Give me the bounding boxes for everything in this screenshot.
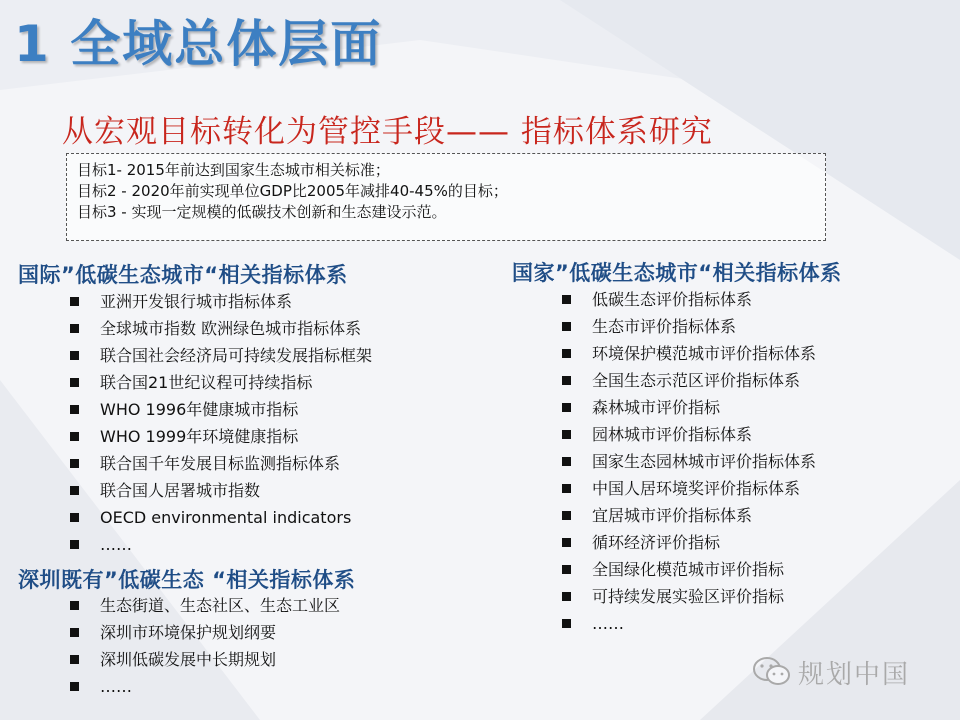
bullet-icon <box>562 484 571 493</box>
list-item <box>68 477 372 504</box>
list-item-label: 全国生态示范区评价指标体系 <box>592 371 801 390</box>
list-item-label: WHO 1999年环境健康指标 <box>100 427 299 446</box>
bullet-icon <box>70 628 79 637</box>
list-item <box>560 475 816 502</box>
goal-line: 目标1- 2015年前达到国家生态城市相关标准； <box>77 161 390 179</box>
list-item-label: 深圳市环境保护规划纲要 <box>100 623 277 642</box>
international-list <box>68 288 372 558</box>
list-item-label: 园林城市评价指标体系 <box>592 425 753 444</box>
bullet-icon <box>562 403 571 412</box>
list-item-label: 联合国人居署城市指数 <box>100 481 261 500</box>
list-item <box>560 448 816 475</box>
list-item-label: …… <box>592 614 624 633</box>
bullet-icon <box>70 351 79 360</box>
bullet-icon <box>70 513 79 522</box>
bullet-icon <box>70 405 79 414</box>
list-item-label: 联合国21世纪议程可持续指标 <box>100 373 313 392</box>
shenzhen-heading: 深圳既有”低碳生态 “相关指标体系 <box>18 568 356 592</box>
list-item-label: 生态市评价指标体系 <box>592 317 737 336</box>
bullet-icon <box>70 432 79 441</box>
list-item <box>68 342 372 369</box>
bullet-icon <box>562 511 571 520</box>
bullet-icon <box>562 430 571 439</box>
list-item <box>560 340 816 367</box>
list-item-label: 生态街道、生态社区、生态工业区 <box>100 596 341 615</box>
bullet-icon <box>70 540 79 549</box>
list-item <box>560 394 816 421</box>
bullet-icon <box>562 565 571 574</box>
international-heading: 国际”低碳生态城市“相关指标体系 <box>18 263 348 287</box>
list-item-label: OECD environmental indicators <box>100 508 352 527</box>
list-item <box>68 592 340 619</box>
list-item <box>68 646 340 673</box>
list-item <box>560 502 816 529</box>
bullet-icon <box>70 459 79 468</box>
list-item-label: 宜居城市评价指标体系 <box>592 506 753 525</box>
bullet-icon <box>70 324 79 333</box>
bullet-icon <box>562 538 571 547</box>
list-item <box>560 583 816 610</box>
goal-line: 目标2 - 2020年前实现单位GDP比2005年减排40-45%的目标； <box>77 182 508 200</box>
list-item-label: 国家生态园林城市评价指标体系 <box>592 452 817 471</box>
list-item-label: …… <box>100 677 132 696</box>
national-list <box>560 286 816 637</box>
goal-line: 目标3 - 实现一定规模的低碳技术创新和生态建设示范。 <box>77 203 447 221</box>
list-item <box>560 556 816 583</box>
list-item-label: 全球城市指数 欧洲绿色城市指标体系 <box>100 319 362 338</box>
list-item-label: 深圳低碳发展中长期规划 <box>100 650 277 669</box>
bullet-icon <box>70 601 79 610</box>
list-item <box>68 450 372 477</box>
bullet-icon <box>562 376 571 385</box>
list-item-label: 可持续发展实验区评价指标 <box>592 587 785 606</box>
list-item <box>560 610 816 637</box>
bullet-icon <box>562 619 571 628</box>
list-item <box>68 504 372 531</box>
page-title: 1 全域总体层面 <box>14 15 383 73</box>
list-item <box>68 531 372 558</box>
bullet-icon <box>562 592 571 601</box>
list-item <box>560 286 816 313</box>
wechat-icon <box>752 656 792 688</box>
page-subtitle: 从宏观目标转化为管控手段—— 指标体系研究 <box>62 114 713 150</box>
list-item <box>68 396 372 423</box>
bullet-icon <box>562 349 571 358</box>
bullet-icon <box>562 457 571 466</box>
list-item <box>68 423 372 450</box>
list-item-label: WHO 1996年健康城市指标 <box>100 400 299 419</box>
list-item-label: 循环经济评价指标 <box>592 533 721 552</box>
list-item <box>68 369 372 396</box>
list-item-label: 亚洲开发银行城市指标体系 <box>100 292 293 311</box>
list-item <box>560 421 816 448</box>
bullet-icon <box>562 295 571 304</box>
list-item-label: 环境保护模范城市评价指标体系 <box>592 344 817 363</box>
list-item-label: 联合国社会经济局可持续发展指标框架 <box>100 346 373 365</box>
shenzhen-list <box>68 592 340 700</box>
bullet-icon <box>70 378 79 387</box>
bullet-icon <box>70 655 79 664</box>
list-item <box>68 673 340 700</box>
list-item-label: …… <box>100 535 132 554</box>
list-item-label: 中国人居环境奖评价指标体系 <box>592 479 801 498</box>
list-item <box>68 288 372 315</box>
watermark-text: 规划中国 <box>798 659 911 690</box>
goals-box <box>66 153 826 241</box>
list-item <box>560 367 816 394</box>
list-item <box>68 315 372 342</box>
bullet-icon <box>70 682 79 691</box>
list-item-label: 森林城市评价指标 <box>592 398 721 417</box>
list-item <box>560 313 816 340</box>
bullet-icon <box>70 486 79 495</box>
watermark <box>752 655 910 689</box>
bullet-icon <box>70 297 79 306</box>
national-heading: 国家”低碳生态城市“相关指标体系 <box>512 261 842 285</box>
list-item-label: 全国绿化模范城市评价指标 <box>592 560 785 579</box>
bullet-icon <box>562 322 571 331</box>
list-item-label: 联合国千年发展目标监测指标体系 <box>100 454 341 473</box>
list-item <box>68 619 340 646</box>
list-item-label: 低碳生态评价指标体系 <box>592 290 753 309</box>
list-item <box>560 529 816 556</box>
